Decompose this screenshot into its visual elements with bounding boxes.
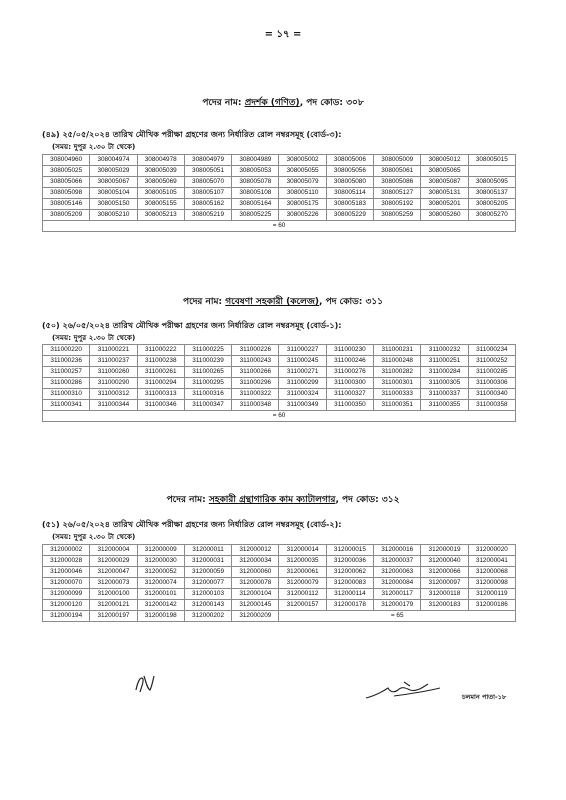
roll-number-cell: 312000028: [43, 556, 90, 567]
roll-number-cell: 312000179: [374, 600, 421, 611]
signature-mark: [364, 678, 442, 702]
table-row: [43, 545, 516, 556]
roll-number-cell: 308005175: [279, 199, 326, 210]
roll-number-cell: 312000101: [137, 589, 184, 600]
table-row: [43, 589, 516, 600]
roll-number-cell: 312000209: [232, 611, 279, 622]
roll-number-cell: 312000114: [326, 589, 373, 600]
roll-number-cell: 308005137: [468, 188, 515, 199]
roll-number-cell: 312000019: [421, 545, 468, 556]
table-total-row: [43, 411, 516, 422]
roll-number-cell: 312000011: [184, 545, 231, 556]
roll-number-cell: 312000104: [232, 589, 279, 600]
section-time-49: (সময়: দুপুর ২.৩০ টা থেকে): [52, 142, 136, 151]
roll-number-cell: 308005226: [279, 210, 326, 221]
roll-number-cell: 308005213: [137, 210, 184, 221]
roll-number-cell: 312000074: [137, 578, 184, 589]
roll-number-cell: 308005009: [374, 155, 421, 166]
roll-number-cell: 308005155: [137, 199, 184, 210]
roll-number-cell: 311000245: [279, 356, 326, 367]
roll-number-cell: 311000260: [90, 367, 137, 378]
roll-number-cell: 311000296: [232, 378, 279, 389]
roll-number-cell: 312000073: [90, 578, 137, 589]
roll-table-308: [42, 154, 516, 232]
post-title-suffix: , পদ কোড: ৩১২: [335, 495, 400, 505]
roll-number-cell: 312000009: [137, 545, 184, 556]
roll-number-cell: 311000265: [184, 367, 231, 378]
roll-number-cell: 311000237: [90, 356, 137, 367]
roll-number-cell: 308005260: [421, 210, 468, 221]
roll-number-cell: 311000333: [374, 389, 421, 400]
roll-number-cell: 311000239: [184, 356, 231, 367]
roll-number-cell: 308005225: [232, 210, 279, 221]
roll-number-cell: 312000020: [468, 545, 515, 556]
table-row: [43, 378, 516, 389]
section-time-50: (সময়: দুপুর ২.৩০ টা থেকে): [52, 333, 136, 342]
roll-number-cell: 311000243: [232, 356, 279, 367]
roll-number-cell: 308005150: [90, 199, 137, 210]
post-title-suffix: , পদ কোড: ৩০৮: [299, 98, 364, 108]
roll-number-cell: 311000225: [184, 345, 231, 356]
roll-number-cell: 312000052: [137, 567, 184, 578]
roll-number-cell: 312000103: [184, 589, 231, 600]
roll-number-cell: 311000295: [184, 378, 231, 389]
post-title-311: [0, 294, 566, 309]
roll-number-cell: 312000099: [43, 589, 90, 600]
roll-table-312: [42, 544, 516, 622]
roll-number-cell: 311000294: [137, 378, 184, 389]
roll-number-cell: 312000084: [374, 578, 421, 589]
roll-number-cell: 311000301: [374, 378, 421, 389]
roll-number-cell: 311000266: [232, 367, 279, 378]
roll-number-cell: 311000231: [374, 345, 421, 356]
roll-number-cell: 311000222: [137, 345, 184, 356]
roll-number-cell: 312000121: [90, 600, 137, 611]
section-heading-49: (৪৯) ২৫/০৫/২০২৪ তারিখ মৌখিক পরীক্ষা গ্রহণের জন্য নির্ধারিত রোল নম্বরসমূহ (বোর্ড-৩):: [42, 130, 342, 139]
roll-number-cell: 312000117: [374, 589, 421, 600]
roll-number-cell: 311000322: [232, 389, 279, 400]
roll-number-cell: 311000257: [43, 367, 90, 378]
roll-number-cell: 308005002: [279, 155, 326, 166]
post-title-prefix: পদের নাম:: [166, 495, 209, 505]
roll-number-cell: 312000118: [421, 589, 468, 600]
roll-number-cell: 308005219: [184, 210, 231, 221]
roll-number-cell: 312000070: [43, 578, 90, 589]
roll-number-cell: 311000220: [43, 345, 90, 356]
roll-number-cell: 308005006: [326, 155, 373, 166]
roll-number-cell: 311000252: [468, 356, 515, 367]
post-title-name: প্রদর্শক (গণিত): [244, 98, 300, 108]
roll-number-cell: 312000002: [43, 545, 90, 556]
roll-number-cell: 311000351: [374, 400, 421, 411]
roll-number-cell: 312000202: [184, 611, 231, 622]
roll-number-cell: 311000226: [232, 345, 279, 356]
roll-number-cell: 312000066: [421, 567, 468, 578]
table-total: = 60: [43, 221, 516, 232]
roll-number-cell: 308005080: [326, 177, 373, 188]
table-row: [43, 367, 516, 378]
roll-number-cell: 308005104: [90, 188, 137, 199]
roll-number-cell: 311000234: [468, 345, 515, 356]
roll-number-cell: 312000061: [279, 567, 326, 578]
roll-number-cell: 312000036: [326, 556, 373, 567]
roll-number-cell: 311000310: [43, 389, 90, 400]
roll-number-cell: 312000012: [232, 545, 279, 556]
table-row: [43, 188, 516, 199]
roll-number-cell: 311000290: [90, 378, 137, 389]
roll-number-cell: 308005078: [232, 177, 279, 188]
roll-number-cell: 308005025: [43, 166, 90, 177]
roll-number-cell: 312000030: [137, 556, 184, 567]
roll-number-cell: 312000063: [374, 567, 421, 578]
roll-number-cell: 312000143: [184, 600, 231, 611]
roll-number-cell: 308005039: [137, 166, 184, 177]
roll-number-cell: 308005087: [421, 177, 468, 188]
roll-number-cell: 312000112: [279, 589, 326, 600]
roll-table-311: [42, 344, 516, 422]
table-row: [43, 155, 516, 166]
roll-number-cell: 308005029: [90, 166, 137, 177]
roll-number-cell: 312000098: [468, 578, 515, 589]
roll-number-cell: 312000015: [326, 545, 373, 556]
roll-number-cell: 312000016: [374, 545, 421, 556]
table-row: [43, 611, 516, 622]
roll-number-cell: 312000031: [184, 556, 231, 567]
roll-number-cell: 312000186: [468, 600, 515, 611]
roll-number-cell: 312000040: [421, 556, 468, 567]
table-row: [43, 400, 516, 411]
roll-number-cell: 311000316: [184, 389, 231, 400]
roll-number-cell: 311000350: [326, 400, 373, 411]
section-heading-51: (৫১) ২৬/০৫/২০২৪ তারিখ মৌখিক পরীক্ষা গ্রহণের জন্য নির্ধারিত রোল নম্বরসমূহ (বোর্ড-২):: [42, 520, 342, 529]
table-row: [43, 177, 516, 188]
roll-number-cell: 312000077: [184, 578, 231, 589]
roll-number-cell: 308005146: [43, 199, 90, 210]
roll-number-cell: 308005107: [184, 188, 231, 199]
roll-number-cell: 312000183: [421, 600, 468, 611]
roll-number-cell: 312000060: [232, 567, 279, 578]
roll-number-cell: 312000037: [374, 556, 421, 567]
roll-number-cell: 312000145: [232, 600, 279, 611]
roll-number-cell: 312000194: [43, 611, 90, 622]
roll-number-cell: 308005192: [374, 199, 421, 210]
post-title-prefix: পদের নাম:: [182, 297, 226, 307]
roll-number-cell: 311000324: [279, 389, 326, 400]
roll-number-cell: 312000178: [326, 600, 373, 611]
roll-number-cell: 311000230: [326, 345, 373, 356]
table-row: [43, 166, 516, 177]
empty-cell: [468, 166, 515, 177]
roll-number-cell: 311000306: [468, 378, 515, 389]
roll-number-cell: 308005061: [374, 166, 421, 177]
roll-number-cell: 311000238: [137, 356, 184, 367]
table-row: [43, 356, 516, 367]
post-title-312: [0, 492, 566, 507]
roll-number-cell: 308005070: [184, 177, 231, 188]
table-row: [43, 345, 516, 356]
page-number: = ১৭ =: [264, 29, 302, 40]
roll-number-cell: 308005069: [137, 177, 184, 188]
roll-number-cell: 312000197: [90, 611, 137, 622]
roll-number-cell: 312000029: [90, 556, 137, 567]
roll-number-cell: 311000300: [326, 378, 373, 389]
roll-number-cell: 311000276: [326, 367, 373, 378]
roll-number-cell: 312000078: [232, 578, 279, 589]
roll-number-cell: 311000299: [279, 378, 326, 389]
roll-number-cell: 311000227: [279, 345, 326, 356]
roll-number-cell: 308005055: [279, 166, 326, 177]
roll-number-cell: 308005209: [43, 210, 90, 221]
roll-number-cell: 311000282: [374, 367, 421, 378]
roll-number-cell: 308005110: [279, 188, 326, 199]
roll-number-cell: 308005210: [90, 210, 137, 221]
roll-number-cell: 311000251: [421, 356, 468, 367]
roll-number-cell: 308005067: [90, 177, 137, 188]
roll-number-cell: 312000047: [90, 567, 137, 578]
roll-number-cell: 308005108: [232, 188, 279, 199]
roll-number-cell: 311000358: [468, 400, 515, 411]
roll-number-cell: 311000261: [137, 367, 184, 378]
roll-number-cell: 312000157: [279, 600, 326, 611]
roll-number-cell: 311000347: [184, 400, 231, 411]
roll-number-cell: 308004978: [137, 155, 184, 166]
roll-number-cell: 311000349: [279, 400, 326, 411]
roll-number-cell: 312000004: [90, 545, 137, 556]
table-row: [43, 210, 516, 221]
roll-number-cell: 311000248: [374, 356, 421, 367]
roll-number-cell: 312000014: [279, 545, 326, 556]
roll-number-cell: 308005051: [184, 166, 231, 177]
table-row: [43, 199, 516, 210]
roll-number-cell: 308005127: [374, 188, 421, 199]
roll-number-cell: 311000313: [137, 389, 184, 400]
section-heading-50: (৫০) ২৬/০৫/২০২৪ তারিখ মৌখিক পরীক্ষা গ্রহণের জন্য নির্ধারিত রোল নম্বরসমূহ (বোর্ড-১):: [42, 321, 342, 330]
post-title-name: সহকারী গ্রন্থাগারিক কাম ক্যাটালগার: [208, 495, 336, 505]
post-title-name: গবেষণা সহকারী (কলেজ): [225, 297, 320, 307]
roll-number-cell: 311000246: [326, 356, 373, 367]
roll-number-cell: 308004960: [43, 155, 90, 166]
roll-number-cell: 312000046: [43, 567, 90, 578]
roll-number-cell: 308005164: [232, 199, 279, 210]
roll-number-cell: 311000327: [326, 389, 373, 400]
table-total: = 65: [279, 611, 516, 622]
roll-number-cell: 308005229: [326, 210, 373, 221]
roll-number-cell: 308005105: [137, 188, 184, 199]
roll-number-cell: 312000034: [232, 556, 279, 567]
roll-number-cell: 312000097: [421, 578, 468, 589]
roll-number-cell: 308005015: [468, 155, 515, 166]
roll-number-cell: 308005095: [468, 177, 515, 188]
roll-number-cell: 312000120: [43, 600, 90, 611]
table-row: [43, 578, 516, 589]
table-row: [43, 600, 516, 611]
roll-number-cell: 308005270: [468, 210, 515, 221]
roll-number-cell: 308005131: [421, 188, 468, 199]
table-row: [43, 389, 516, 400]
table-total-row: [43, 221, 516, 232]
roll-number-cell: 312000100: [90, 589, 137, 600]
roll-number-cell: 311000346: [137, 400, 184, 411]
roll-number-cell: 308005056: [326, 166, 373, 177]
roll-number-cell: 311000340: [468, 389, 515, 400]
roll-number-cell: 311000344: [90, 400, 137, 411]
roll-number-cell: 308005162: [184, 199, 231, 210]
roll-number-cell: 312000062: [326, 567, 373, 578]
roll-number-cell: 311000305: [421, 378, 468, 389]
roll-number-cell: 311000341: [43, 400, 90, 411]
roll-number-cell: 308004974: [90, 155, 137, 166]
table-row: [43, 567, 516, 578]
roll-number-cell: 312000119: [468, 589, 515, 600]
roll-number-cell: 312000059: [184, 567, 231, 578]
section-time-51: (সময়: দুপুর ২.৩০ টা থেকে): [52, 532, 136, 541]
roll-number-cell: 312000035: [279, 556, 326, 567]
post-title-308: [0, 95, 566, 110]
post-title-prefix: পদের নাম:: [202, 98, 245, 108]
roll-number-cell: 311000271: [279, 367, 326, 378]
roll-number-cell: 311000232: [421, 345, 468, 356]
roll-number-cell: 308005183: [326, 199, 373, 210]
roll-number-cell: 312000041: [468, 556, 515, 567]
continuation-note: চলমান পাতা-১৮: [462, 693, 507, 701]
roll-number-cell: 311000286: [43, 378, 90, 389]
roll-number-cell: 311000355: [421, 400, 468, 411]
roll-number-cell: 311000348: [232, 400, 279, 411]
roll-number-cell: 308005114: [326, 188, 373, 199]
roll-number-cell: 308005205: [468, 199, 515, 210]
roll-number-cell: 308004979: [184, 155, 231, 166]
roll-number-cell: 311000236: [43, 356, 90, 367]
roll-number-cell: 312000198: [137, 611, 184, 622]
signature-initial-mark: [132, 670, 160, 698]
roll-number-cell: 308005086: [374, 177, 421, 188]
roll-number-cell: 308005066: [43, 177, 90, 188]
post-title-suffix: , পদ কোড: ৩১১: [319, 297, 384, 307]
roll-number-cell: 308005012: [421, 155, 468, 166]
roll-number-cell: 311000337: [421, 389, 468, 400]
roll-number-cell: 308005053: [232, 166, 279, 177]
roll-number-cell: 312000068: [468, 567, 515, 578]
roll-number-cell: 311000221: [90, 345, 137, 356]
roll-number-cell: 312000083: [326, 578, 373, 589]
table-total: = 60: [43, 411, 516, 422]
roll-number-cell: 311000285: [468, 367, 515, 378]
roll-number-cell: 308004989: [232, 155, 279, 166]
roll-number-cell: 311000312: [90, 389, 137, 400]
roll-number-cell: 308005079: [279, 177, 326, 188]
roll-number-cell: 308005098: [43, 188, 90, 199]
roll-number-cell: 311000284: [421, 367, 468, 378]
roll-number-cell: 308005201: [421, 199, 468, 210]
roll-number-cell: 312000079: [279, 578, 326, 589]
roll-number-cell: 308005259: [374, 210, 421, 221]
roll-number-cell: 308005065: [421, 166, 468, 177]
roll-number-cell: 312000142: [137, 600, 184, 611]
table-row: [43, 556, 516, 567]
